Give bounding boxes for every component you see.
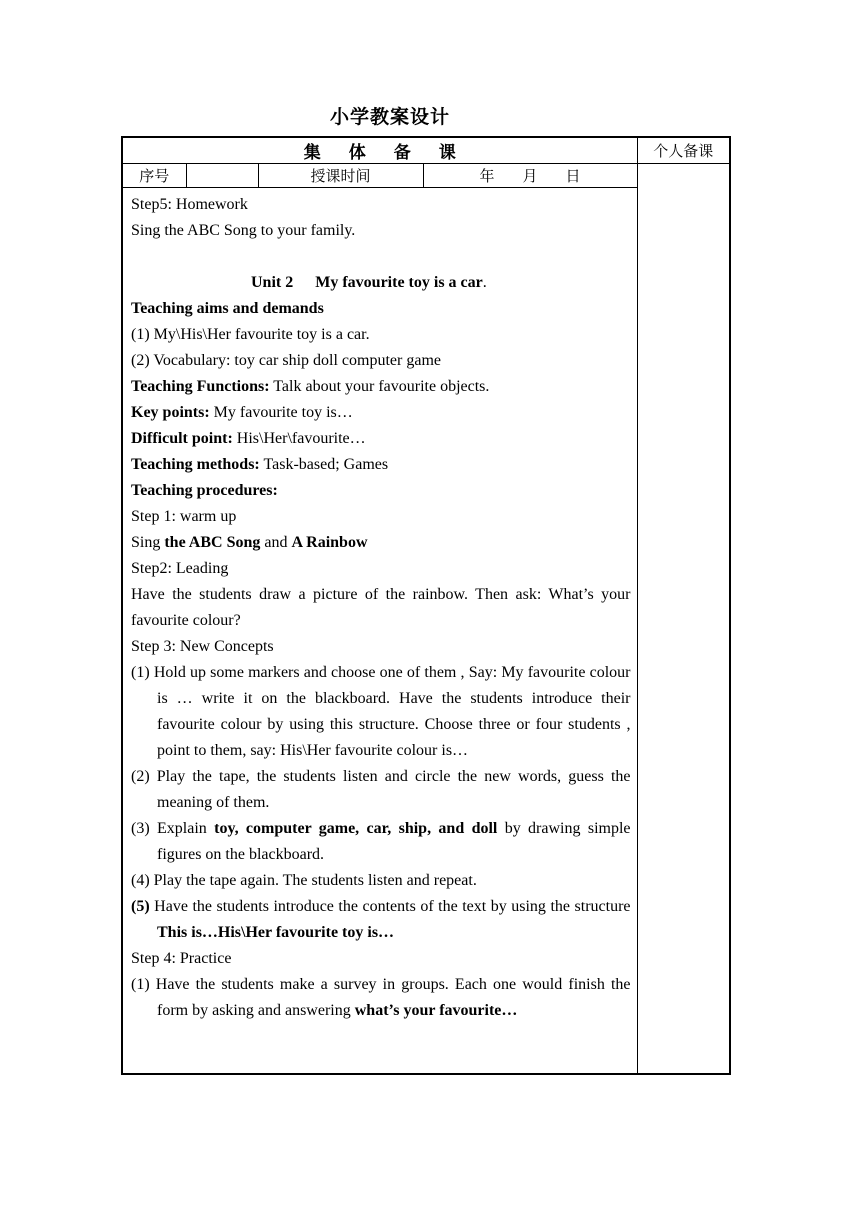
- step4-item-1: (1) Have the students make a survey in groups. Each one would finish the form by asking and answering what’s your favourite…: [131, 976, 631, 1019]
- year-label: 年: [479, 167, 495, 185]
- step2-text: Have the students draw a picture of the rainbow. Then ask: What’s your favourite colour?: [131, 586, 631, 629]
- teaching-functions: Teaching Functions: Talk about your favourite objects.: [131, 378, 490, 395]
- seq-value[interactable]: [186, 164, 258, 188]
- lesson-content: [122, 188, 637, 1075]
- step5-text: Sing the ABC Song to your family.: [131, 222, 356, 239]
- aim-1: (1) My\His\Her favourite toy is a car.: [131, 326, 370, 343]
- difficult-point: Difficult point: His\Her\favourite…: [131, 430, 366, 447]
- unit-heading: Unit 2 My favourite toy is a car.: [251, 274, 487, 291]
- seq-label: 序号: [122, 164, 186, 188]
- step3-item-5: (5) Have the students introduce the contents of the text by using the structure This is…His\Her favourite toy is…: [131, 898, 631, 941]
- step5-title: Step5: Homework: [131, 196, 248, 213]
- step2-title: Step2: Leading: [131, 560, 229, 577]
- key-points: Key points: My favourite toy is…: [131, 404, 353, 421]
- step3-item-3: (3) Explain toy, computer game, car, ship, and doll by drawing simple figures on the blackboard.: [131, 820, 631, 863]
- personal-prep-area[interactable]: [637, 164, 730, 1075]
- date-field[interactable]: [423, 164, 637, 188]
- step3-item-2: (2) Play the tape, the students listen and circle the new words, guess the meaning of them.: [131, 768, 631, 811]
- step3-item-4: (4) Play the tape again. The students listen and repeat.: [131, 872, 477, 889]
- day-label: 日: [565, 167, 581, 185]
- step4-title: Step 4: Practice: [131, 950, 232, 967]
- collective-prep-header: 集体备课: [122, 137, 637, 164]
- time-label: 授课时间: [258, 164, 423, 188]
- document-title: 小学教案设计: [329, 106, 450, 128]
- step1-text: Sing the ABC Song and A Rainbow: [131, 534, 368, 551]
- lesson-plan-table: [121, 136, 731, 1075]
- step1-title: Step 1: warm up: [131, 508, 237, 525]
- step3-title: Step 3: New Concepts: [131, 638, 274, 655]
- month-label: 月: [522, 167, 538, 185]
- step3-item-1: (1) Hold up some markers and choose one of them , Say: My favourite colour is … write it on the blackboard. Have the students introduce their favourite colour by using this structure. Choose three or four students , point to them, say: His\Her favourite colour is…: [131, 664, 631, 759]
- aims-title: Teaching aims and demands: [131, 300, 324, 317]
- personal-prep-header: 个人备课: [637, 137, 730, 164]
- aim-2: (2) Vocabulary: toy car ship doll computer game: [131, 352, 441, 369]
- procedures-title: Teaching procedures:: [131, 482, 278, 499]
- teaching-methods: Teaching methods: Task-based; Games: [131, 456, 389, 473]
